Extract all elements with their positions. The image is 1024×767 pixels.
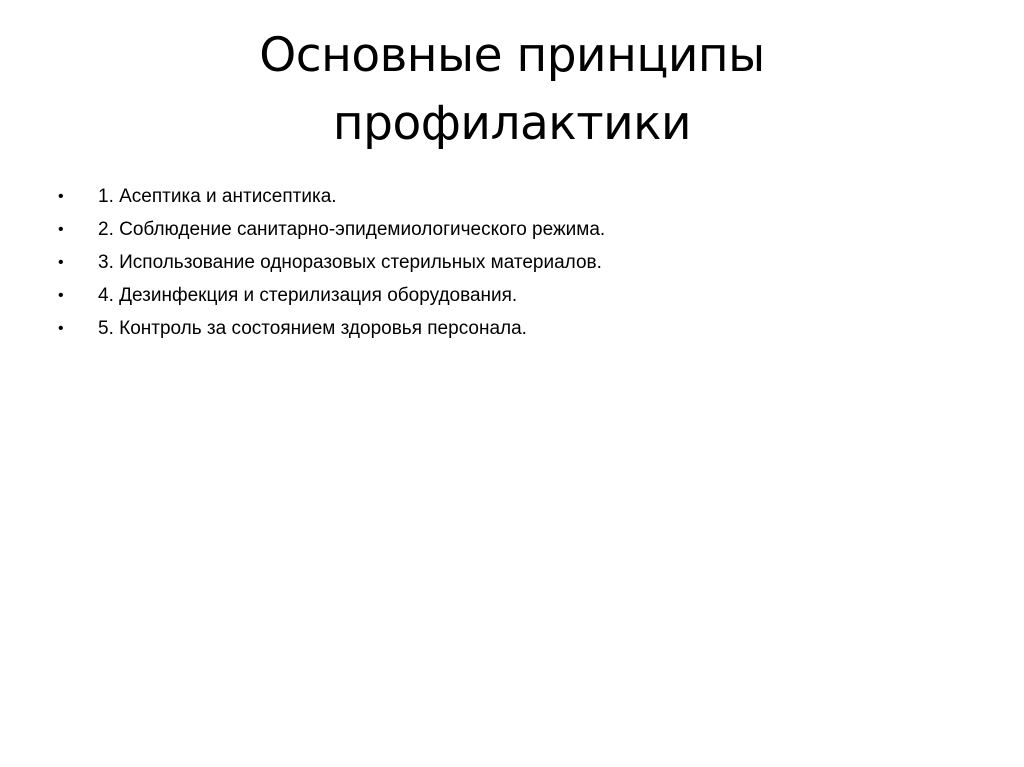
list-item bbox=[58, 246, 958, 279]
bullet-icon: • bbox=[58, 188, 64, 205]
bullet-icon: • bbox=[58, 221, 64, 238]
list-item-text: 2. Соблюдение санитарно-эпидемиологического режима. bbox=[98, 219, 606, 240]
bullet-icon: • bbox=[58, 254, 64, 271]
bullet-list bbox=[58, 180, 958, 345]
slide-title-line-2: профилактики bbox=[332, 96, 692, 151]
bullet-icon: • bbox=[58, 320, 64, 337]
list-item-text: 1. Асептика и антисептика. bbox=[98, 186, 337, 207]
slide-title bbox=[112, 22, 912, 158]
slide-title-line-1: Основные принципы bbox=[259, 28, 765, 83]
bullet-icon: • bbox=[58, 287, 64, 304]
list-item bbox=[58, 279, 958, 312]
list-item-text: 4. Дезинфекция и стерилизация оборудования. bbox=[98, 285, 518, 306]
list-item bbox=[58, 213, 958, 246]
list-item bbox=[58, 312, 958, 345]
list-item-text: 3. Использование одноразовых стерильных материалов. bbox=[98, 252, 602, 273]
list-item bbox=[58, 180, 958, 213]
list-item-text: 5. Контроль за состоянием здоровья персонала. bbox=[98, 318, 527, 339]
